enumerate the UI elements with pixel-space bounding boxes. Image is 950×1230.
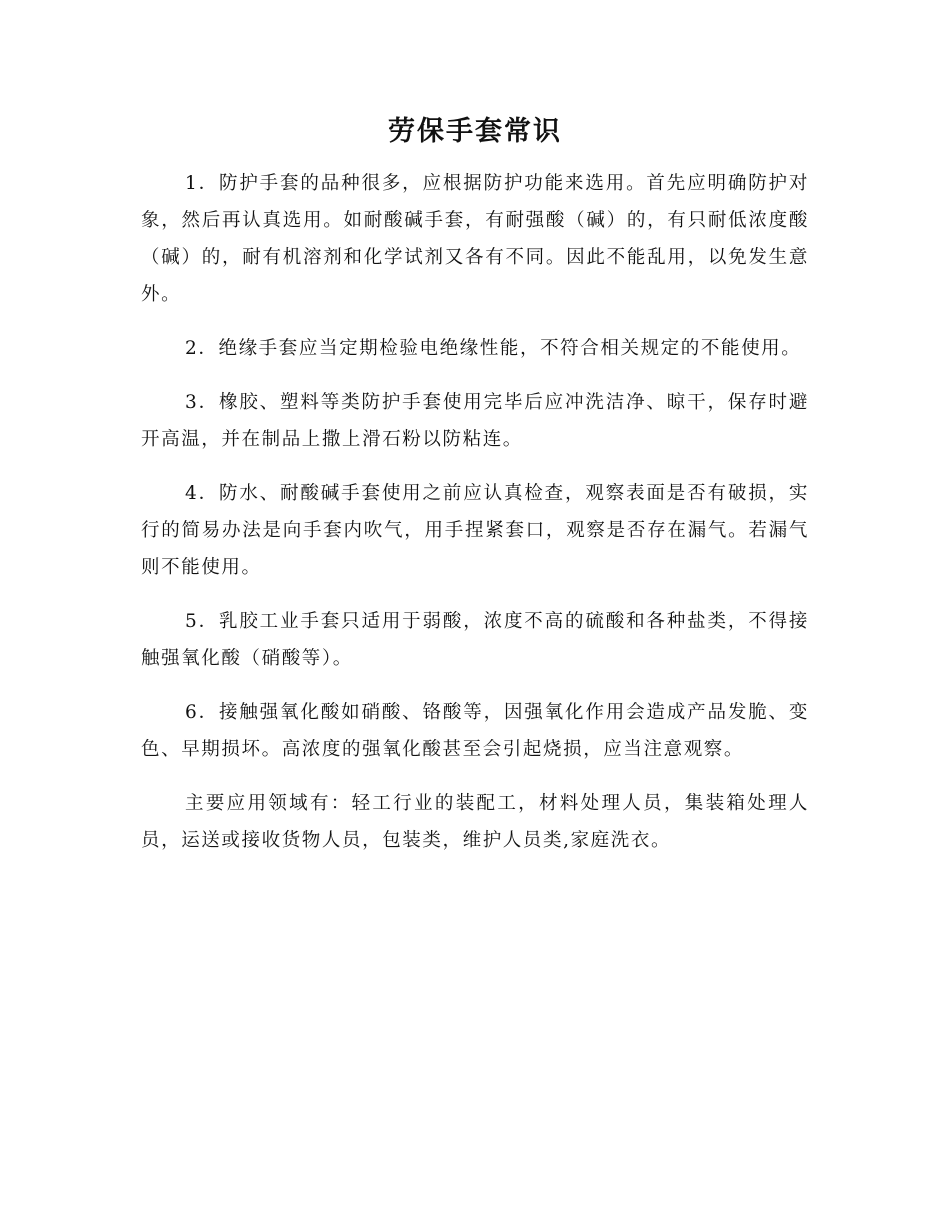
paragraph-summary: 主要应用领域有：轻工行业的装配工，材料处理人员，集装箱处理人员，运送或接收货物人员，包装类，维护人员类,家庭洗衣。 xyxy=(141,793,809,851)
document-title: 劳保手套常识 xyxy=(388,116,562,147)
paragraph-5: 5．乳胶工业手套只适用于弱酸，浓度不高的硫酸和各种盐类，不得接触强氧化酸（硝酸等）。 xyxy=(141,611,809,669)
paragraph-2: 2．绝缘手套应当定期检验电绝缘性能，不符合相关规定的不能使用。 xyxy=(185,338,802,359)
paragraph-3: 3．橡胶、塑料等类防护手套使用完毕后应冲洗洁净、晾干，保存时避开高温，并在制品上撒上滑石粉以防粘连。 xyxy=(141,392,809,450)
paragraph-6: 6．接触强氧化酸如硝酸、铬酸等，因强氧化作用会造成产品发脆、变色、早期损坏。高浓度的强氧化酸甚至会引起烧损，应当注意观察。 xyxy=(141,702,809,760)
document-body xyxy=(141,165,809,876)
paragraph-4: 4．防水、耐酸碱手套使用之前应认真检查，观察表面是否有破损，实行的简易办法是向手套内吹气，用手捏紧套口，观察是否存在漏气。若漏气则不能使用。 xyxy=(141,483,809,578)
paragraph-1: 1．防护手套的品种很多，应根据防护功能来选用。首先应明确防护对象，然后再认真选用。如耐酸碱手套，有耐强酸（碱）的，有只耐低浓度酸（碱）的，耐有机溶剂和化学试剂又各有不同。因此不能乱用，以免发生意外。 xyxy=(141,173,809,305)
